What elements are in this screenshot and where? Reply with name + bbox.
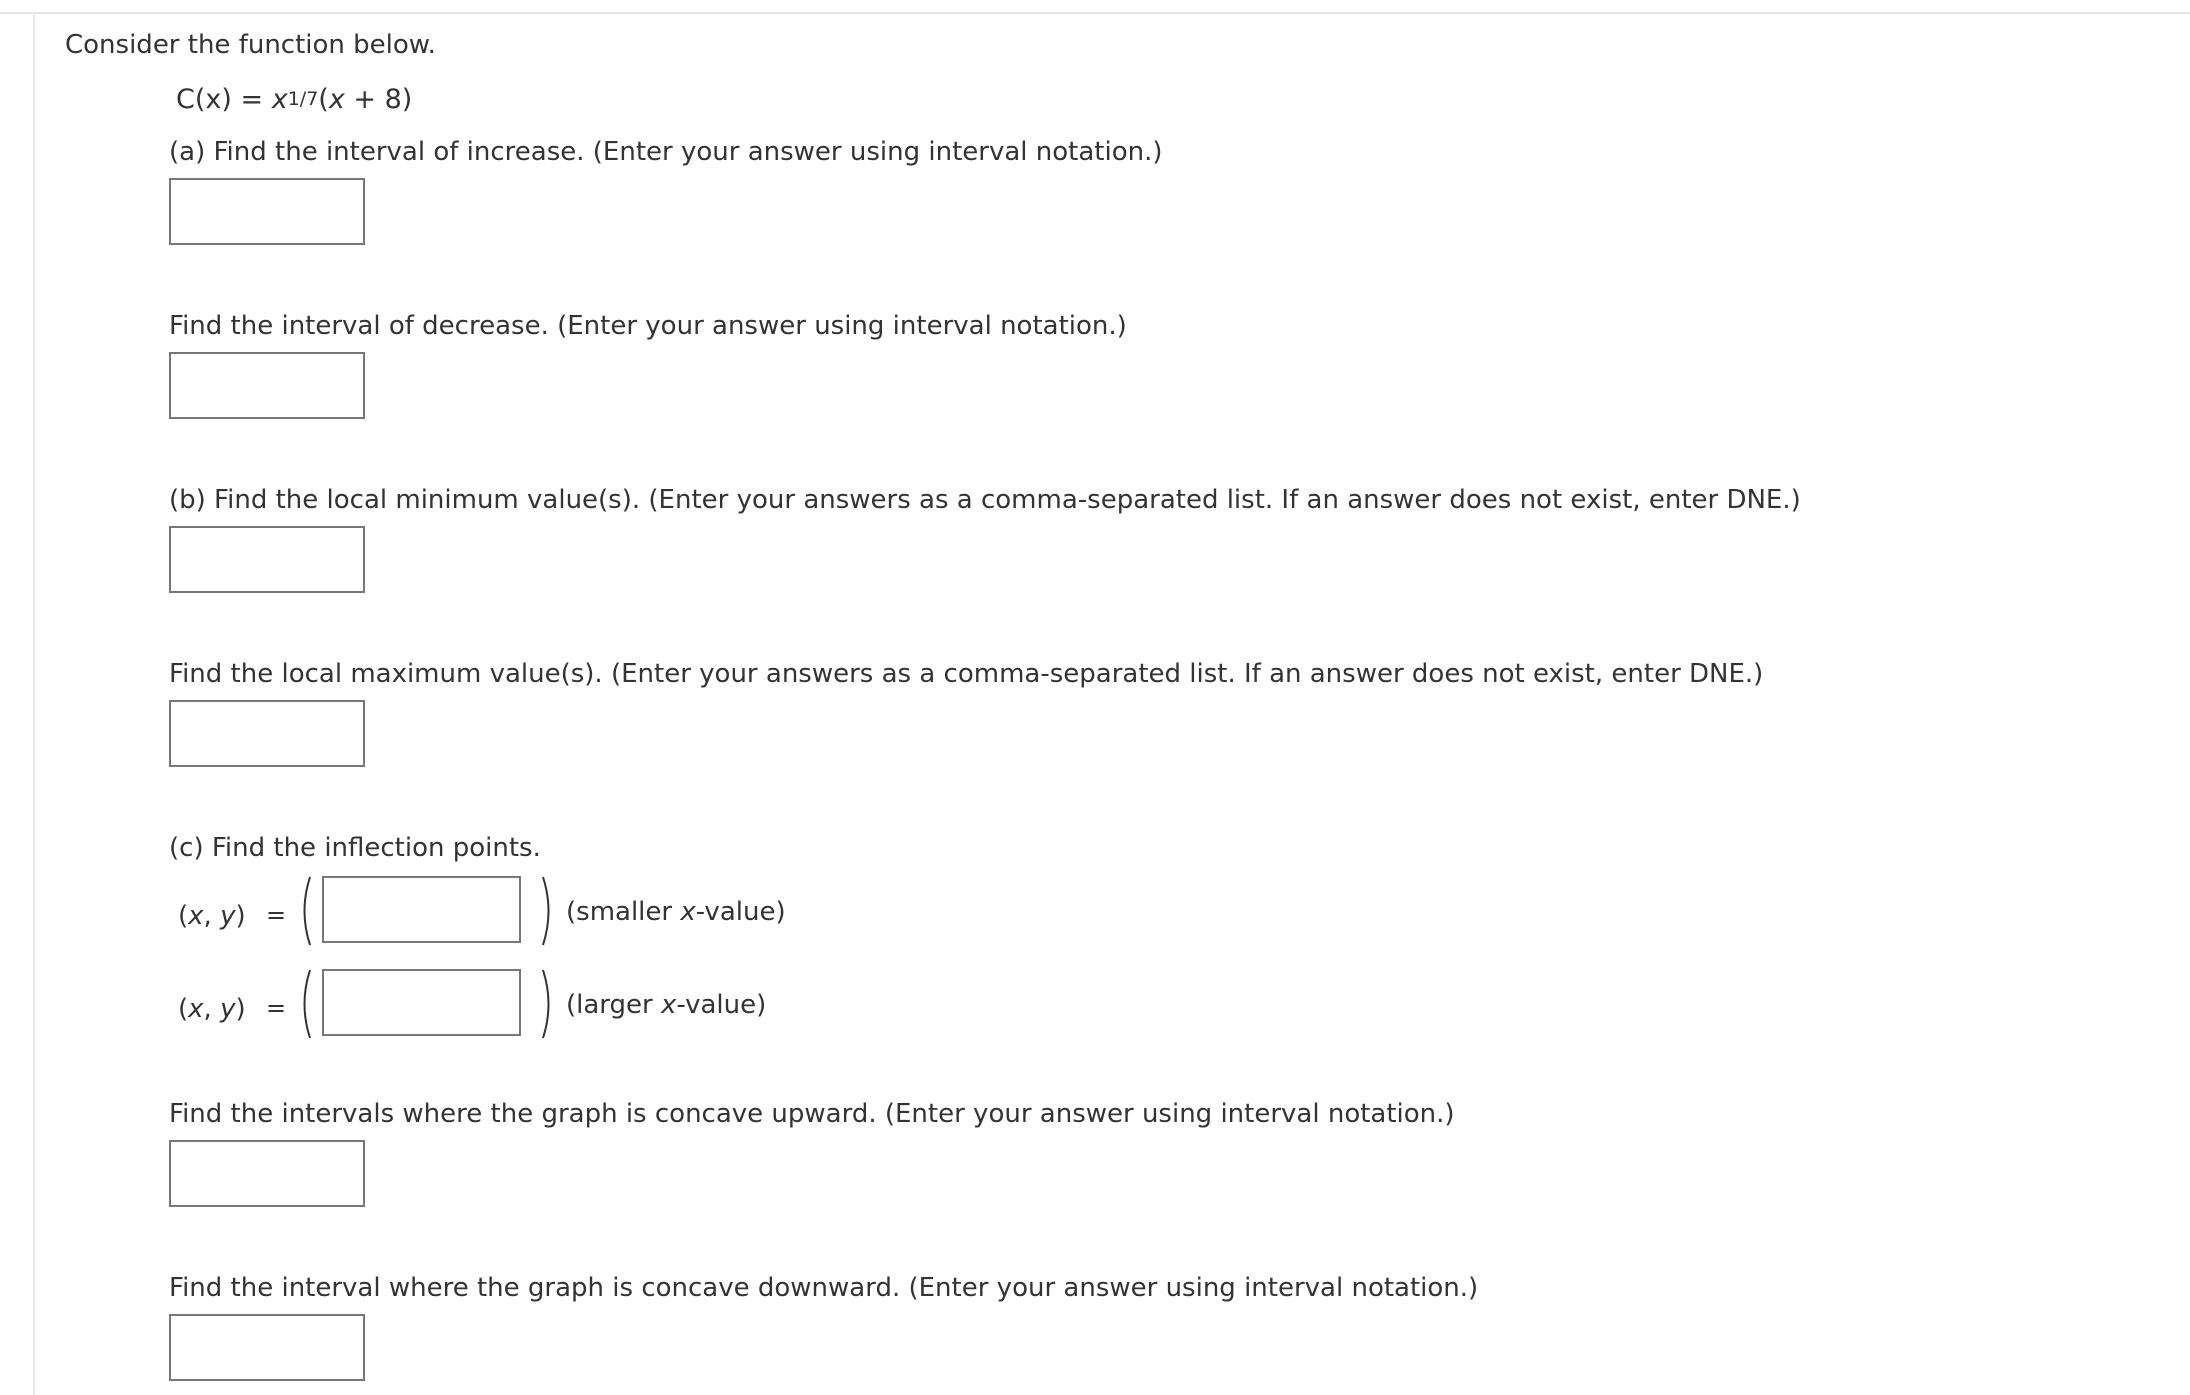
question-inflection: (c) Find the inflection points. (169, 833, 541, 863)
inflection-row-2-equals: = (266, 994, 287, 1022)
concave-up-answer-input[interactable] (169, 1140, 365, 1207)
function-lhs: C(x) (176, 84, 232, 115)
inflection-2-answer-input[interactable] (322, 969, 521, 1036)
left-border (33, 12, 35, 1395)
question-local-max: Find the local maximum value(s). (Enter your answers as a comma-separated list. If an answer does not exist, enter DNE.) (169, 659, 1764, 689)
inflection-row-1-prefix: (x, y) (178, 901, 246, 931)
question-concave-up: Find the intervals where the graph is concave upward. (Enter your answer using interval notation.) (169, 1099, 1455, 1129)
function-definition (176, 86, 412, 113)
top-border (0, 0, 2190, 14)
function-inner-var: x (328, 84, 345, 115)
decrease-answer-input[interactable] (169, 352, 365, 419)
inflection-row-1-open-paren (296, 875, 316, 947)
function-equals: = (240, 84, 264, 115)
local-max-answer-input[interactable] (169, 700, 365, 767)
function-inner-rest: + 8) (344, 84, 413, 115)
question-concave-down: Find the interval where the graph is concave downward. (Enter your answer using interval notation.) (169, 1273, 1479, 1303)
increase-answer-input[interactable] (169, 178, 365, 245)
inflection-row-2-prefix: (x, y) (178, 994, 246, 1024)
local-min-answer-input[interactable] (169, 526, 365, 593)
inflection-1-answer-input[interactable] (322, 876, 521, 943)
question-increase: (a) Find the interval of increase. (Enter your answer using interval notation.) (169, 137, 1163, 167)
question-local-min: (b) Find the local minimum value(s). (Enter your answers as a comma-separated list. If an answer does not exist, enter DNE.) (169, 485, 1801, 515)
question-decrease: Find the interval of decrease. (Enter your answer using interval notation.) (169, 311, 1127, 341)
problem-intro: Consider the function below. (65, 30, 436, 60)
inflection-row-1-equals: = (266, 901, 287, 929)
inflection-row-2-open-paren (296, 968, 316, 1040)
inflection-row-2-label: (larger x-value) (566, 990, 767, 1020)
concave-down-answer-input[interactable] (169, 1314, 365, 1381)
inflection-row-1-close-paren (537, 875, 557, 947)
function-exponent: 1/7 (287, 88, 319, 110)
function-base: x (271, 84, 288, 115)
function-paren-open: ( (318, 84, 329, 115)
inflection-row-2-close-paren (537, 968, 557, 1040)
inflection-row-1-label: (smaller x-value) (566, 897, 786, 927)
